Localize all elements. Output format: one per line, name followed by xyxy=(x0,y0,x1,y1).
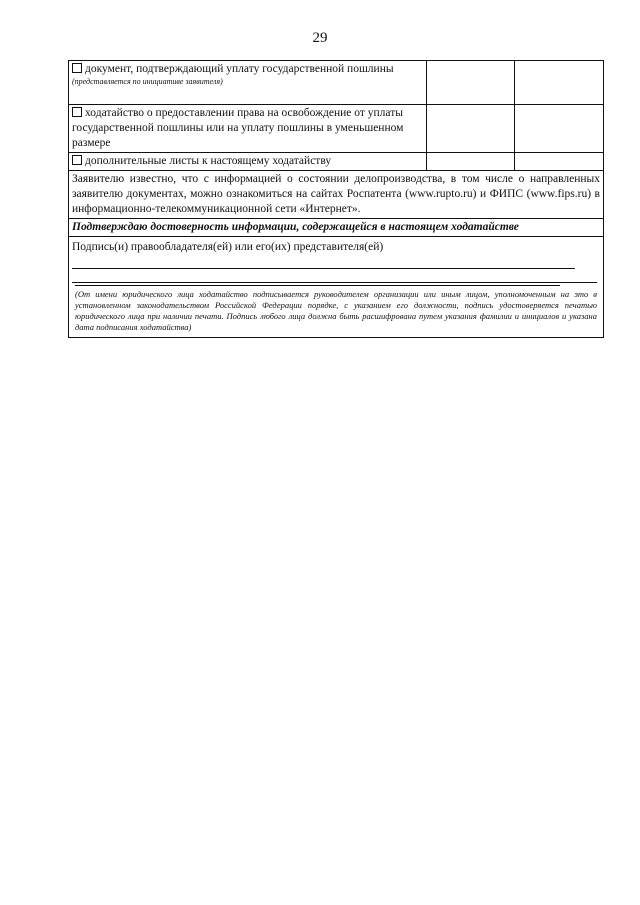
duty-exemption-col3 xyxy=(515,105,604,153)
page-number: 29 xyxy=(312,30,328,46)
confirm-text: Подтверждаю достоверность информации, содержащейся в настоящем ходатайстве xyxy=(69,219,604,237)
form-table xyxy=(68,60,604,338)
duty-payment-checkbox[interactable] xyxy=(72,63,82,73)
row-info xyxy=(69,171,604,219)
signature-line-2[interactable] xyxy=(72,269,597,283)
duty-exemption-checkbox[interactable] xyxy=(72,107,82,117)
duty-payment-col3 xyxy=(515,61,604,105)
info-text: Заявителю известно, что с информацией о состоянии делопроизводства, в том числе о направленных заявителю документах, можно ознакомиться на сайтах Роспатента (www.rupto.ru) и ФИПС (www.fips.ru) в информационно-телекоммуникационной сети «Интернет». xyxy=(69,171,604,219)
row-duty-payment xyxy=(69,61,604,105)
row-duty-exemption xyxy=(69,105,604,153)
row-additional-sheets-cell xyxy=(69,153,427,171)
signature-line-1[interactable] xyxy=(72,255,575,269)
row-confirm xyxy=(69,219,604,237)
duty-payment-col2 xyxy=(427,61,515,105)
signature-label: Подпись(и) правообладателя(ей) или его(их) представителя(ей) xyxy=(72,241,384,253)
row-additional-sheets xyxy=(69,153,604,171)
additional-sheets-col3 xyxy=(515,153,604,171)
disclaimer-rule xyxy=(75,285,560,286)
signature-cell xyxy=(69,237,604,338)
additional-sheets-label: дополнительные листы к настоящему ходатайству xyxy=(85,155,332,167)
disclaimer-text: (От имени юридического лица ходатайство подписывается руководителем организации или иным лицом, уполномоченным на это в установленном законодательством Российской Федерации порядке, с указанием его должности, подпись удостоверяется печатью юридического лица при наличии печати. Подпись любого лица должна быть расшифрована путем указания фамилии и инициалов и указана дата подписания ходатайства) xyxy=(75,289,597,332)
row-duty-payment-cell xyxy=(69,61,427,105)
duty-exemption-col2 xyxy=(427,105,515,153)
additional-sheets-checkbox[interactable] xyxy=(72,155,82,165)
row-duty-exemption-cell xyxy=(69,105,427,153)
duty-exemption-label: ходатайство о предоставлении права на освобождение от уплаты государственной пошлины или на уплату пошлины в уменьшенном размере xyxy=(72,107,404,149)
duty-payment-label: документ, подтверждающий уплату государственной пошлины xyxy=(85,63,394,75)
row-signature xyxy=(69,237,604,338)
duty-payment-note: (представляется по инициативе заявителя) xyxy=(72,77,223,86)
additional-sheets-col2 xyxy=(427,153,515,171)
